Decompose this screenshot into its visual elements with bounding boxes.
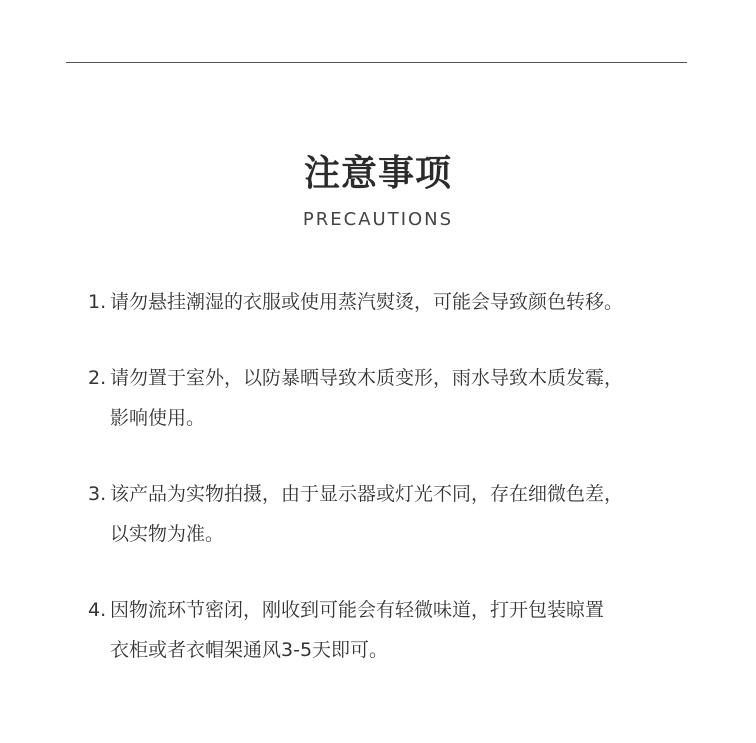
item-number: 2.	[88, 367, 107, 389]
item-text-line: 影响使用。	[110, 407, 206, 429]
precaution-item	[88, 590, 688, 670]
precautions-list	[88, 282, 688, 706]
item-text-line: 以实物为准。	[110, 523, 225, 545]
item-text-line: 该产品为实物拍摄，由于显示器或灯光不同，存在细微色差，	[110, 483, 624, 505]
item-number: 4.	[88, 599, 107, 621]
page-subtitle: PRECAUTIONS	[302, 209, 454, 230]
top-divider	[66, 62, 687, 63]
item-text-line: 请勿置于室外，以防暴晒导致木质变形，雨水导致木质发霉，	[110, 367, 624, 389]
precaution-item	[88, 358, 688, 438]
item-text-line: 衣柜或者衣帽架通风3-5天即可。	[110, 639, 389, 661]
item-number: 1.	[88, 291, 107, 313]
page-title: 注意事项	[303, 153, 452, 194]
precaution-item	[88, 474, 688, 554]
item-text-line: 因物流环节密闭，刚收到可能会有轻微味道，打开包装晾置	[110, 599, 605, 621]
item-text-line: 请勿悬挂潮湿的衣服或使用蒸汽熨烫，可能会导致颜色转移。	[110, 291, 624, 313]
item-number: 3.	[88, 483, 107, 505]
precaution-item	[88, 282, 688, 322]
